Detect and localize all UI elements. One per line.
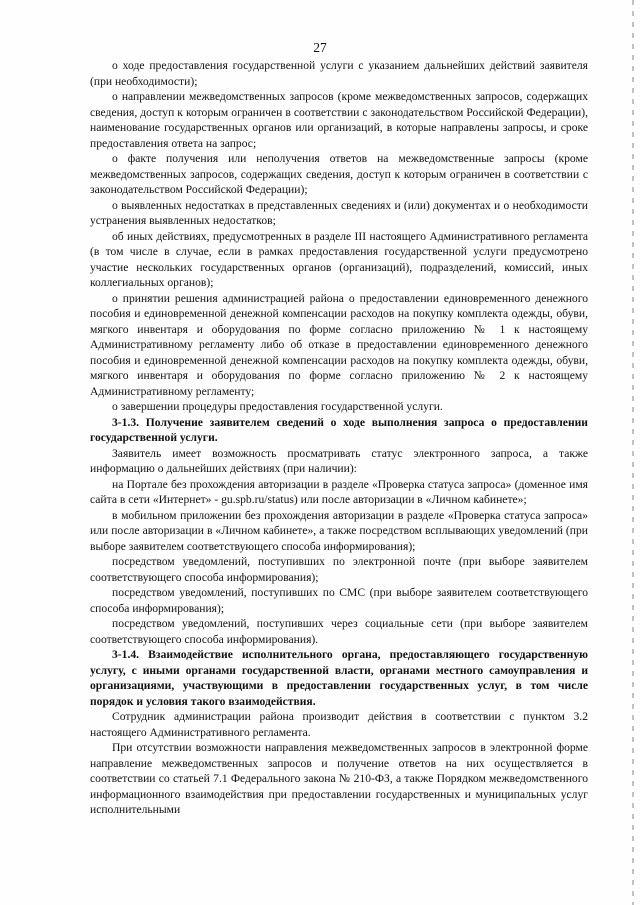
body-paragraph: об иных действиях, предусмотренных в разделе III настоящего Административного регламента (в том числе в случае, если в рамках предоставления государственной услуги предусмотрено участие нескольких государственных органов (организаций), подразделений, комиссий, иных коллегиальных органов); bbox=[90, 229, 588, 289]
page-body bbox=[90, 58, 588, 818]
body-paragraph: о ходе предоставления государственной услуги с указанием дальнейших действий заявителя (при необходимости); bbox=[90, 59, 588, 88]
body-paragraph: посредством уведомлений, поступивших по электронной почте (при выборе заявителем соответствующего способа информирования); bbox=[90, 555, 588, 584]
body-paragraph: на Портале без прохождения авторизации в разделе «Проверка статуса запроса» (доменное имя сайта в сети «Интернет» - gu.spb.ru/status) или после авторизации в «Личном кабинете»; bbox=[90, 477, 588, 506]
body-paragraph: посредством уведомлений, поступивших через социальные сети (при выборе заявителем соответствующего способа информирования). bbox=[90, 617, 588, 646]
scan-edge-marks bbox=[632, 0, 634, 905]
section-heading: 3-1.4. Взаимодействие исполнительного органа, предоставляющего государственную услугу, с иными органами государственной власти, органами местного самоуправления и организациями, участвующими в предоставлении государственных услуг, в том числе порядок и условия такого взаимодействия. bbox=[90, 648, 588, 708]
body-paragraph: о выявленных недостатках в представленных сведениях и (или) документах и о необходимости устранения выявленных недостатков; bbox=[90, 198, 588, 227]
body-paragraph: При отсутствии возможности направления межведомственных запросов в электронной форме направление межведомственных запросов и получение ответов на них осуществляется в соответствии со статьей 7.1 Федерального закона № 210-ФЗ, а также Порядком межведомственного информационного взаимодействия при предоставлении государственных и муниципальных услуг исполнительными bbox=[90, 741, 588, 816]
body-paragraph: о факте получения или неполучения ответов на межведомственные запросы (кроме межведомственных запросов, содержащих сведения, доступ к которым ограничен в соответствии с законодательством Российской Федерации); bbox=[90, 152, 588, 196]
body-paragraph: о принятии решения администрацией района о предоставлении единовременного денежного пособия и единовременной денежной компенсации расходов на покупку комплекта одежды, обуви, мягкого инвентаря и оборудования по форме согласно приложению № 1 к настоящему Административному регламенту либо об отказе в предоставлении единовременного денежного пособия и единовременной денежной компенсации расходов на покупку комплекта одежды, обуви, мягкого инвентаря и оборудования по форме согласно приложению № 2 к настоящему Административному регламенту; bbox=[90, 291, 588, 398]
body-paragraph: о завершении процедуры предоставления государственной услуги. bbox=[112, 400, 443, 413]
body-paragraph: посредством уведомлений, поступивших по СМС (при выборе заявителем соответствующего способа информирования); bbox=[90, 586, 588, 615]
page-number: 27 bbox=[313, 40, 327, 55]
body-paragraph: Заявитель имеет возможность просматривать статус электронного запроса, а также информацию о дальнейших действиях (при наличии): bbox=[90, 446, 588, 475]
body-paragraph: о направлении межведомственных запросов (кроме межведомственных запросов, содержащих сведения, доступ к которым ограничен в соответствии с законодательством Российской Федерации), наименование государственных органов или организаций, в которые направлены запросы, и сроке предоставления ответа на запрос; bbox=[90, 90, 588, 150]
body-paragraph: в мобильном приложении без прохождения авторизации в разделе «Проверка статуса запроса» или после авторизации в «Личном кабинете», а также посредством всплывающих уведомлений (при выборе заявителем соответствующего способа информирования); bbox=[90, 508, 588, 553]
body-paragraph: Сотрудник администрации района производит действия в соответствии с пунктом 3.2 настоящего Административного регламента. bbox=[90, 710, 588, 739]
section-heading: 3-1.3. Получение заявителем сведений о ходе выполнения запроса о предоставлении государственной услуги. bbox=[90, 415, 588, 444]
